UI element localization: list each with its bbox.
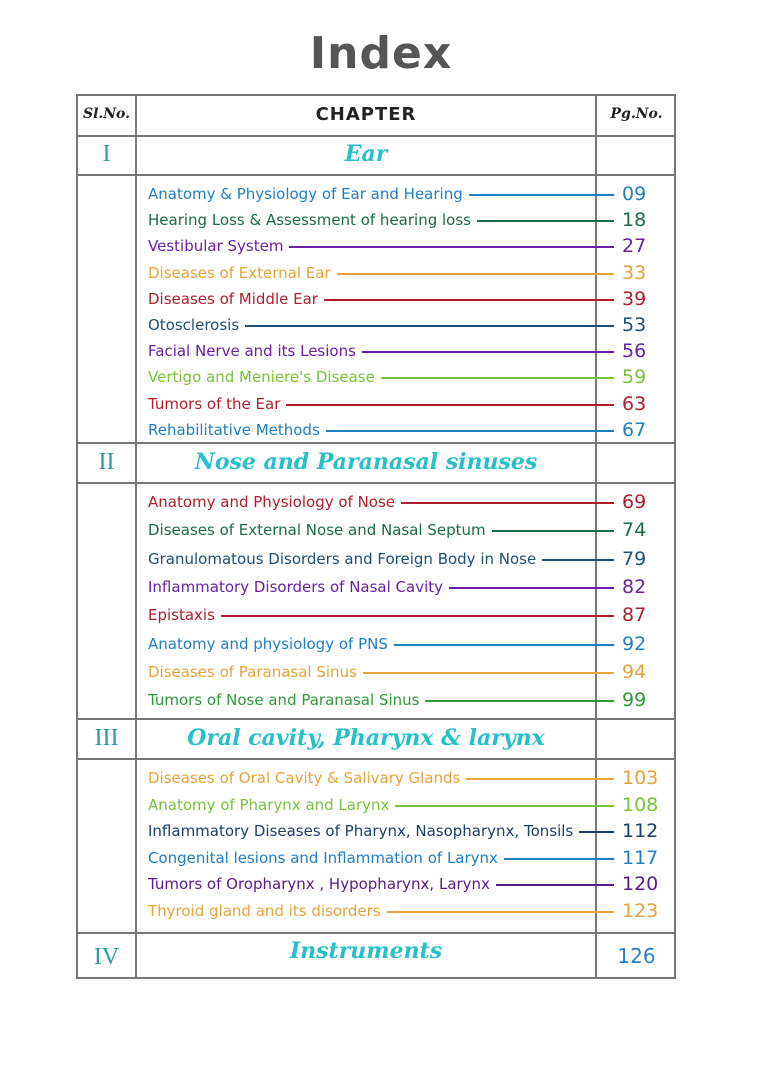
leader-line: [492, 530, 614, 532]
section-title: Instruments: [289, 938, 443, 964]
chapter-entry: [148, 520, 674, 542]
chapter-entry: [148, 874, 674, 896]
leader-line: [579, 831, 614, 833]
chapter-entry: [148, 394, 674, 416]
chapter-title: Inflammatory Diseases of Pharynx, Nasopharynx, Tonsils: [148, 822, 574, 840]
chapter-entry: [148, 634, 674, 656]
section-number: II: [98, 449, 115, 475]
leader-line: [542, 559, 614, 561]
page-number: 63: [622, 392, 647, 415]
leader-line: [286, 404, 614, 406]
page-number: 87: [622, 604, 647, 627]
section-number: I: [102, 141, 111, 167]
leader-line: [221, 615, 614, 617]
row-divider: [78, 174, 674, 176]
section-title: Oral cavity, Pharynx & larynx: [187, 725, 545, 751]
section-number: III: [94, 725, 119, 751]
leader-line: [469, 194, 614, 196]
chapter-title: Diseases of External Ear: [148, 263, 331, 282]
page-number: 94: [622, 660, 647, 683]
page-number: 27: [622, 235, 647, 258]
chapter-entry: [148, 901, 674, 923]
leader-line: [362, 351, 614, 353]
chapter-entry: [148, 315, 674, 337]
chapter-entry: [148, 605, 674, 627]
page-number: 53: [622, 314, 647, 336]
row-divider: [78, 442, 674, 444]
leader-line: [395, 805, 614, 807]
page-number: 33: [622, 261, 647, 284]
section-title: Nose and Paranasal sinuses: [194, 449, 538, 475]
page-number: 92: [622, 632, 647, 655]
row-divider: [78, 482, 674, 484]
header-sl-no: Sl.No.: [82, 106, 131, 122]
chapter-title: Anatomy and Physiology of Nose: [148, 493, 396, 511]
page-number: 56: [622, 340, 647, 363]
chapter-title: Vestibular System: [148, 237, 284, 256]
header-pg-no: Pg.No.: [610, 106, 663, 122]
leader-line: [401, 502, 614, 504]
chapter-entry: [148, 367, 674, 389]
leader-line: [245, 325, 614, 327]
leader-line: [326, 430, 614, 432]
chapter-title: Anatomy and physiology of PNS: [148, 634, 388, 653]
page-number: 69: [622, 491, 647, 513]
chapter-title: Diseases of Paranasal Sinus: [148, 662, 357, 681]
row-divider: [78, 718, 674, 720]
leader-line: [425, 700, 614, 702]
leader-line: [496, 884, 614, 886]
chapter-title: Granulomatous Disorders and Foreign Body in Nose: [148, 549, 537, 568]
chapter-title: Inflammatory Disorders of Nasal Cavity: [148, 577, 444, 596]
chapter-entry: [148, 690, 674, 712]
page-number: 117: [622, 846, 659, 869]
chapter-title: Congenital lesions and Inflammation of Larynx: [148, 848, 498, 867]
page-number: 120: [622, 873, 659, 895]
section-page-number: 126: [617, 944, 656, 968]
leader-line: [477, 220, 614, 222]
chapter-entry: [148, 549, 674, 571]
page-number: 74: [622, 519, 647, 542]
chapter-title: Tumors of the Ear: [148, 394, 281, 413]
section-title: Ear: [344, 141, 388, 167]
leader-line: [289, 246, 614, 248]
leader-line: [363, 672, 614, 674]
chapter-entry: [148, 662, 674, 684]
chapter-title: Hearing Loss & Assessment of hearing loss: [148, 211, 471, 230]
page-number: 39: [622, 287, 647, 310]
chapter-title: Rehabilitative Methods: [148, 420, 320, 439]
chapter-entry: [148, 577, 674, 599]
chapter-entry: [148, 768, 674, 790]
chapter-entry: [148, 236, 674, 258]
row-divider: [78, 135, 674, 137]
leader-line: [449, 587, 614, 589]
header-chapter: CHAPTER: [315, 104, 417, 125]
chapter-entry: [148, 263, 674, 285]
chapter-title: Otosclerosis: [148, 316, 240, 334]
chapter-entry: [148, 848, 674, 870]
chapter-title: Thyroid gland and its disorders: [148, 901, 381, 920]
chapter-title: Epistaxis: [148, 606, 215, 625]
chapter-title: Diseases of Oral Cavity & Salivary Glands: [148, 769, 461, 787]
chapter-entry: [148, 341, 674, 363]
page-title: Index: [309, 28, 453, 79]
section-number: IV: [93, 944, 120, 970]
leader-line: [381, 377, 614, 379]
page-number: 112: [622, 820, 659, 842]
chapter-title: Tumors of Nose and Paranasal Sinus: [148, 691, 420, 710]
page-number: 123: [622, 899, 659, 922]
page-number: 99: [622, 689, 647, 712]
page-number: 103: [622, 767, 659, 789]
page-number: 18: [622, 209, 647, 232]
chapter-entry: [148, 289, 674, 311]
leader-line: [337, 273, 614, 275]
chapter-entry: [148, 210, 674, 232]
chapter-title: Tumors of Oropharynx , Hypopharynx, Larynx: [148, 875, 490, 893]
row-divider: [78, 758, 674, 760]
chapter-entry: [148, 795, 674, 817]
column-divider-sl: [135, 96, 137, 977]
leader-line: [394, 644, 614, 646]
chapter-title: Anatomy of Pharynx and Larynx: [148, 795, 390, 814]
chapter-title: Diseases of External Nose and Nasal Septum: [148, 521, 486, 540]
leader-line: [504, 858, 614, 860]
index-table: [76, 94, 676, 979]
chapter-entry: [148, 492, 674, 514]
chapter-entry: [148, 184, 674, 206]
page-number: 59: [622, 366, 647, 389]
page-number: 09: [622, 183, 647, 205]
page-number: 108: [622, 793, 659, 816]
leader-line: [324, 299, 614, 301]
chapter-title: Facial Nerve and its Lesions: [148, 342, 356, 361]
chapter-entry: [148, 420, 674, 442]
chapter-entry: [148, 821, 674, 843]
page-number: 79: [622, 547, 647, 570]
chapter-title: Anatomy & Physiology of Ear and Hearing: [148, 185, 463, 203]
page-number: 82: [622, 575, 647, 598]
leader-line: [387, 911, 614, 913]
row-divider: [78, 932, 674, 934]
chapter-title: Diseases of Middle Ear: [148, 289, 318, 308]
page-number: 67: [622, 418, 647, 441]
leader-line: [466, 778, 614, 780]
chapter-title: Vertigo and Meniere's Disease: [148, 368, 375, 387]
